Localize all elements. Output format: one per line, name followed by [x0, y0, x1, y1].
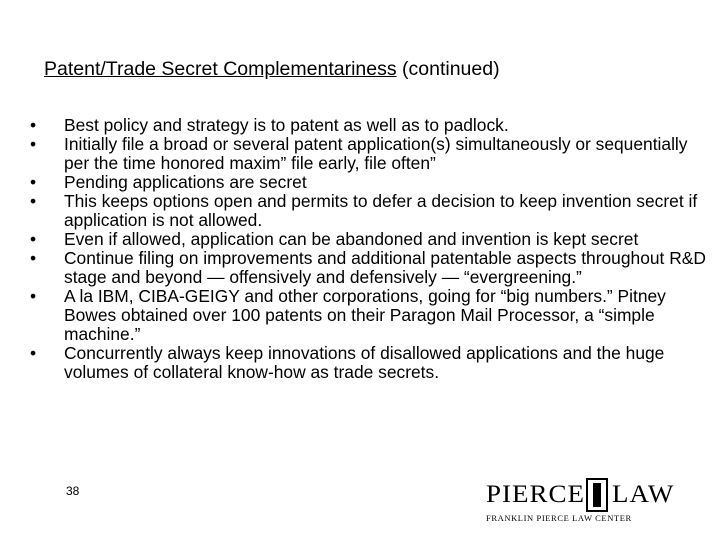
bullet-item — [30, 192, 706, 230]
slide-title-main: Patent/Trade Secret Complementariness — [44, 58, 397, 80]
bullet-item — [30, 135, 706, 173]
bullet-marker: • — [30, 134, 37, 154]
logo-subtitle: FRANKLIN PIERCE LAW CENTER — [486, 513, 632, 523]
bullet-item — [30, 344, 706, 382]
bullet-text: Even if allowed, application can be abandoned and invention is kept secret — [64, 229, 639, 249]
bullet-marker: • — [30, 343, 37, 363]
pierce-law-logo — [486, 476, 686, 526]
bullet-marker: • — [30, 286, 37, 306]
logo-word-law: LAW — [612, 480, 675, 508]
bullet-marker: • — [30, 115, 37, 135]
bullet-text: Pending applications are secret — [64, 172, 307, 192]
bullet-item — [30, 116, 706, 135]
bullet-marker: • — [30, 172, 37, 192]
bullet-list — [30, 116, 706, 382]
bullet-text: Concurrently always keep innovations of disallowed applications and the huge volumes of collateral know-how as trade secrets. — [64, 343, 665, 382]
logo-word-pierce: PIERCE — [486, 480, 586, 508]
bullet-text: This keeps options open and permits to defer a decision to keep invention secret if application is not allowed. — [64, 191, 698, 230]
bullet-item — [30, 287, 706, 344]
bullet-item — [30, 249, 706, 287]
bullet-text: Initially file a broad or several patent application(s) simultaneously or sequentially per the time honored maxim” file early, file often” — [64, 134, 688, 173]
slide-title — [44, 58, 500, 81]
bullet-marker: • — [30, 191, 37, 211]
bullet-text: Best policy and strategy is to patent as well as to padlock. — [64, 115, 509, 135]
bullet-marker: • — [30, 229, 37, 249]
pillar-icon — [586, 478, 608, 512]
bullet-text: A la IBM, CIBA-GEIGY and other corporations, going for “big numbers.” Pitney Bowes obtained over 100 patents on their Paragon Mail Processor, a “simple machine.” — [64, 286, 666, 344]
bullet-marker: • — [30, 248, 37, 268]
page-number: 38 — [66, 484, 80, 498]
bullet-item — [30, 173, 706, 192]
bullet-item — [30, 230, 706, 249]
slide-title-suffix: (continued) — [402, 58, 500, 80]
bullet-text: Continue filing on improvements and additional patentable aspects throughout R&D stage and beyond — offensively and defensively — “evergreening.” — [64, 248, 706, 287]
